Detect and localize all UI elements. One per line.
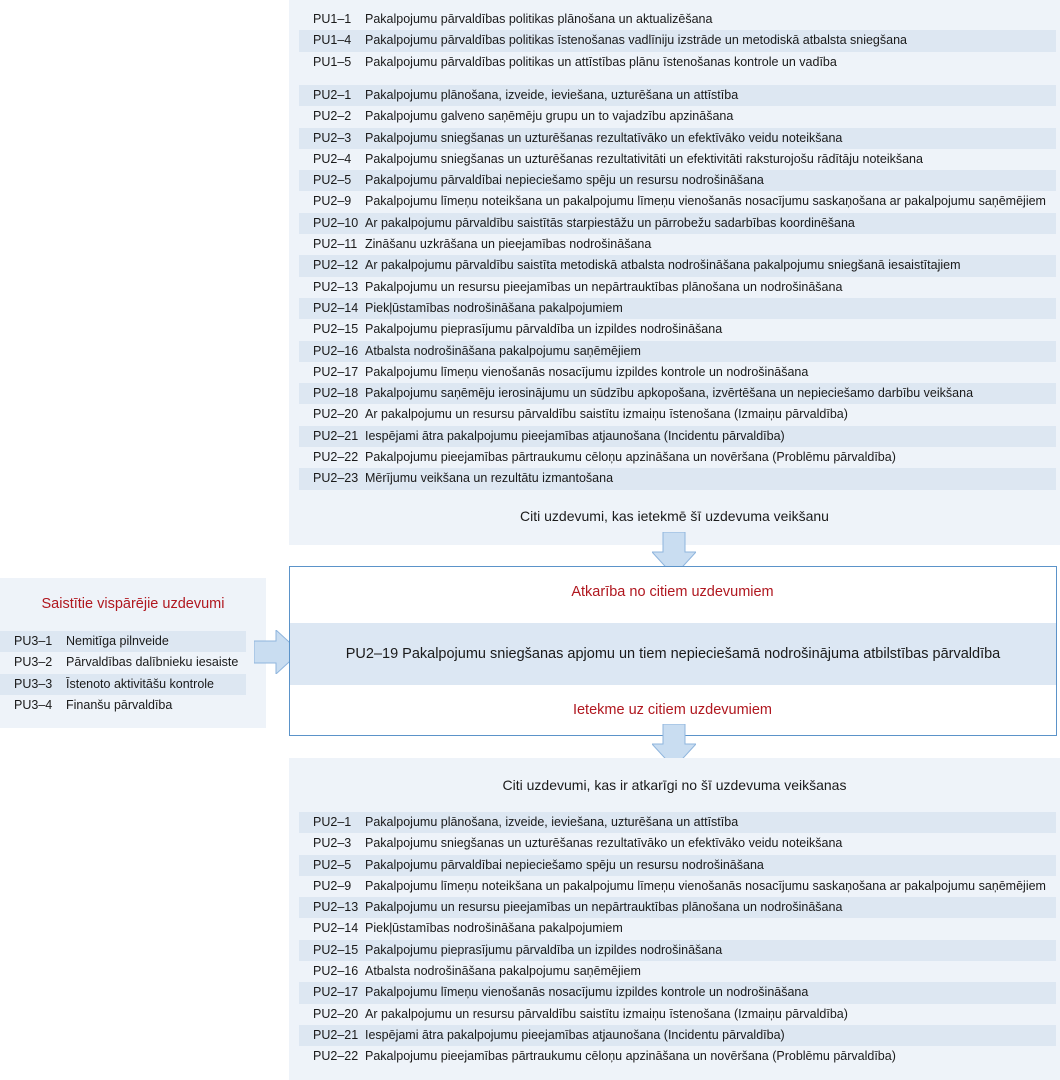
task-code: PU2–17	[313, 364, 359, 379]
task-description: Pakalpojumu un resursu pieejamības un nepārtrauktības plānošana un nodrošināšana	[365, 279, 843, 294]
list-item	[299, 52, 1056, 73]
task-code: PU2–17	[313, 985, 359, 1000]
list-item	[299, 982, 1056, 1003]
list-item	[299, 876, 1056, 897]
task-description: Pakalpojumu līmeņu vienošanās nosacījumu izpildes kontrole un nodrošināšana	[365, 364, 809, 379]
task-code: PU1–5	[313, 54, 352, 69]
bottom-panel	[289, 758, 1060, 1080]
task-description: Atbalsta nodrošināšana pakalpojumu saņēmējiem	[365, 964, 641, 979]
task-description: Pakalpojumu pieprasījumu pārvaldība un izpildes nodrošināšana	[365, 942, 723, 957]
task-code: PU2–1	[313, 815, 352, 829]
task-code: PU2–15	[313, 322, 359, 337]
list-item	[299, 30, 1056, 51]
dependency-label: Atkarība no citiem uzdevumiem	[571, 584, 774, 600]
main-task-title: PU2–19 Pakalpojumu sniegšanas apjomu un tiem nepieciešamā nodrošinājuma atbilstības pārvaldība	[345, 646, 1001, 662]
impact-label: Ietekme uz citiem uzdevumiem	[572, 702, 773, 718]
task-description: Pakalpojumu sniegšanas un uzturēšanas rezultatīvāko un efektīvāko veidu noteikšana	[365, 836, 843, 851]
task-code: PU2–14	[313, 921, 359, 936]
top-group1-list	[299, 9, 1056, 73]
task-description: Pakalpojumu pārvaldības politikas plānošana un aktualizēšana	[365, 12, 713, 26]
task-description: Piekļūstamības nodrošināšana pakalpojumiem	[365, 921, 623, 936]
task-code: PU3–4	[14, 697, 53, 712]
task-description: Nemitīga pilnveide	[66, 634, 169, 648]
task-description: Ar pakalpojumu pārvaldību saistīta metodiskā atbalsta nodrošināšana pakalpojumu sniegšanā iesaistītajiem	[365, 258, 961, 273]
list-item	[299, 1046, 1056, 1067]
task-code: PU2–9	[313, 878, 352, 893]
task-description: Atbalsta nodrošināšana pakalpojumu saņēmējiem	[365, 343, 641, 358]
task-description: Pakalpojumu pārvaldībai nepieciešamo spēju un resursu nodrošināšana	[365, 173, 764, 188]
list-item	[299, 128, 1056, 149]
list-item	[299, 170, 1056, 191]
list-item	[299, 447, 1056, 468]
list-item	[299, 149, 1056, 170]
task-description: Īstenoto aktivitāšu kontrole	[66, 676, 214, 691]
task-code: PU2–5	[313, 173, 352, 188]
task-code: PU2–20	[313, 407, 359, 422]
task-code: PU2–9	[313, 194, 352, 209]
top-group2-list	[299, 85, 1056, 490]
list-item	[299, 191, 1056, 212]
task-description: Zināšanu uzkrāšana un pieejamības nodrošināšana	[365, 237, 652, 252]
left-panel-title: Saistītie vispārējie uzdevumi	[41, 596, 225, 612]
list-item	[299, 897, 1056, 918]
task-description: Mērījumu veikšana un rezultātu izmantošana	[365, 471, 614, 486]
list-item	[299, 940, 1056, 961]
list-item	[299, 918, 1056, 939]
task-code: PU2–3	[313, 836, 352, 851]
list-item	[299, 812, 1056, 833]
task-description: Pakalpojumu sniegšanas un uzturēšanas rezultatīvāko un efektīvāko veidu noteikšana	[365, 130, 843, 145]
task-description: Pakalpojumu plānošana, izveide, ieviešana, uzturēšana un attīstība	[365, 815, 739, 829]
list-item	[299, 341, 1056, 362]
task-description: Ar pakalpojumu un resursu pārvaldību saistītu izmaiņu īstenošana (Izmaiņu pārvaldība)	[365, 1006, 848, 1021]
task-description: Pakalpojumu pārvaldībai nepieciešamo spēju un resursu nodrošināšana	[365, 857, 764, 872]
task-description: Piekļūstamības nodrošināšana pakalpojumiem	[365, 300, 623, 315]
task-description: Pakalpojumu plānošana, izveide, ieviešana, uzturēšana un attīstība	[365, 88, 739, 102]
list-item	[0, 674, 246, 695]
task-code: PU1–4	[313, 33, 352, 48]
task-description: Finanšu pārvaldība	[66, 697, 173, 712]
list-item	[299, 1025, 1056, 1046]
task-code: PU2–16	[313, 343, 359, 358]
list-item	[299, 468, 1056, 489]
bottom-list	[299, 812, 1056, 1068]
list-item	[0, 631, 246, 652]
task-description: Pakalpojumu pieejamības pārtraukumu cēloņu apzināšana un novēršana (Problēmu pārvaldība)	[365, 450, 896, 465]
list-item	[299, 855, 1056, 876]
central-task-frame	[289, 566, 1057, 736]
left-panel	[0, 578, 266, 728]
list-item	[299, 106, 1056, 127]
task-description: Pārvaldības dalībnieku iesaiste	[66, 655, 239, 670]
task-code: PU2–22	[313, 1049, 359, 1064]
task-code: PU2–12	[313, 258, 359, 273]
task-code: PU2–22	[313, 450, 359, 465]
task-code: PU2–13	[313, 279, 359, 294]
task-description: Pakalpojumu un resursu pieejamības un nepārtrauktības plānošana un nodrošināšana	[365, 900, 843, 915]
list-item	[299, 1004, 1056, 1025]
task-code: PU2–4	[313, 151, 352, 166]
task-description: Ar pakalpojumu un resursu pārvaldību saistītu izmaiņu īstenošana (Izmaiņu pārvaldība)	[365, 407, 848, 422]
list-item	[299, 319, 1056, 340]
list-item	[299, 426, 1056, 447]
task-code: PU2–15	[313, 942, 359, 957]
task-code: PU2–18	[313, 386, 359, 401]
task-code: PU2–3	[313, 130, 352, 145]
task-code: PU2–20	[313, 1006, 359, 1021]
task-description: Pakalpojumu līmeņu vienošanās nosacījumu izpildes kontrole un nodrošināšana	[365, 985, 809, 1000]
bottom-caption: Citi uzdevumi, kas ir atkarīgi no šī uzdevuma veikšanas	[502, 777, 847, 793]
list-item	[299, 234, 1056, 255]
task-code: PU3–1	[14, 634, 53, 648]
task-code: PU2–2	[313, 109, 352, 124]
list-item	[299, 255, 1056, 276]
list-item	[299, 833, 1056, 854]
task-code: PU2–5	[313, 857, 352, 872]
top-caption: Citi uzdevumi, kas ietekmē šī uzdevuma veikšanu	[520, 508, 829, 524]
list-item	[299, 362, 1056, 383]
task-description: Pakalpojumu pieprasījumu pārvaldība un izpildes nodrošināšana	[365, 322, 723, 337]
task-description: Iespējami ātra pakalpojumu pieejamības atjaunošana (Incidentu pārvaldība)	[365, 428, 785, 443]
task-description: Pakalpojumu līmeņu noteikšana un pakalpojumu līmeņu vienošanās nosacījumu saskaņošana ar pakalpojumu saņēmējiem	[365, 194, 1046, 209]
list-item	[299, 404, 1056, 425]
list-item	[299, 277, 1056, 298]
list-item	[299, 9, 1056, 30]
top-panel	[289, 0, 1060, 545]
list-item	[299, 383, 1056, 404]
task-code: PU3–2	[14, 655, 53, 670]
task-code: PU1–1	[313, 12, 352, 26]
task-code: PU2–10	[313, 215, 359, 230]
task-description: Pakalpojumu pieejamības pārtraukumu cēloņu apzināšana un novēršana (Problēmu pārvaldība)	[365, 1049, 896, 1064]
task-description: Pakalpojumu sniegšanas un uzturēšanas rezultativitāti un efektivitāti raksturojošu rādītāju noteikšana	[365, 151, 923, 166]
list-item	[299, 85, 1056, 106]
task-description: Pakalpojumu pārvaldības politikas īstenošanas vadlīniju izstrāde un metodiskā atbalsta sniegšana	[365, 33, 907, 48]
task-code: PU2–11	[313, 237, 358, 252]
left-list	[0, 631, 246, 716]
main-task-band	[290, 623, 1056, 685]
task-code: PU2–21	[313, 428, 359, 443]
task-code: PU2–21	[313, 1027, 359, 1042]
task-description: Pakalpojumu saņēmēju ierosinājumu un sūdzību apkopošana, izvērtēšana un nepieciešamo darbību veikšana	[365, 386, 974, 401]
task-code: PU2–16	[313, 964, 359, 979]
task-code: PU2–14	[313, 300, 359, 315]
task-description: Pakalpojumu līmeņu noteikšana un pakalpojumu līmeņu vienošanās nosacījumu saskaņošana ar pakalpojumu saņēmējiem	[365, 878, 1046, 893]
task-code: PU2–23	[313, 471, 359, 486]
task-description: Ar pakalpojumu pārvaldību saistītās starpiestāžu un pārrobežu sadarbības koordinēšana	[365, 215, 855, 230]
task-code: PU2–13	[313, 900, 359, 915]
list-item	[299, 213, 1056, 234]
list-item	[299, 298, 1056, 319]
task-description: Pakalpojumu pārvaldības politikas un attīstības plānu īstenošanas kontrole un vadība	[365, 54, 837, 69]
task-description: Pakalpojumu galveno saņēmēju grupu un to vajadzību apzināšana	[365, 109, 734, 124]
list-item	[299, 961, 1056, 982]
list-item	[0, 652, 246, 673]
task-description: Iespējami ātra pakalpojumu pieejamības atjaunošana (Incidentu pārvaldība)	[365, 1027, 785, 1042]
task-code: PU2–1	[313, 88, 352, 102]
list-item	[0, 695, 246, 716]
task-code: PU3–3	[14, 676, 53, 691]
